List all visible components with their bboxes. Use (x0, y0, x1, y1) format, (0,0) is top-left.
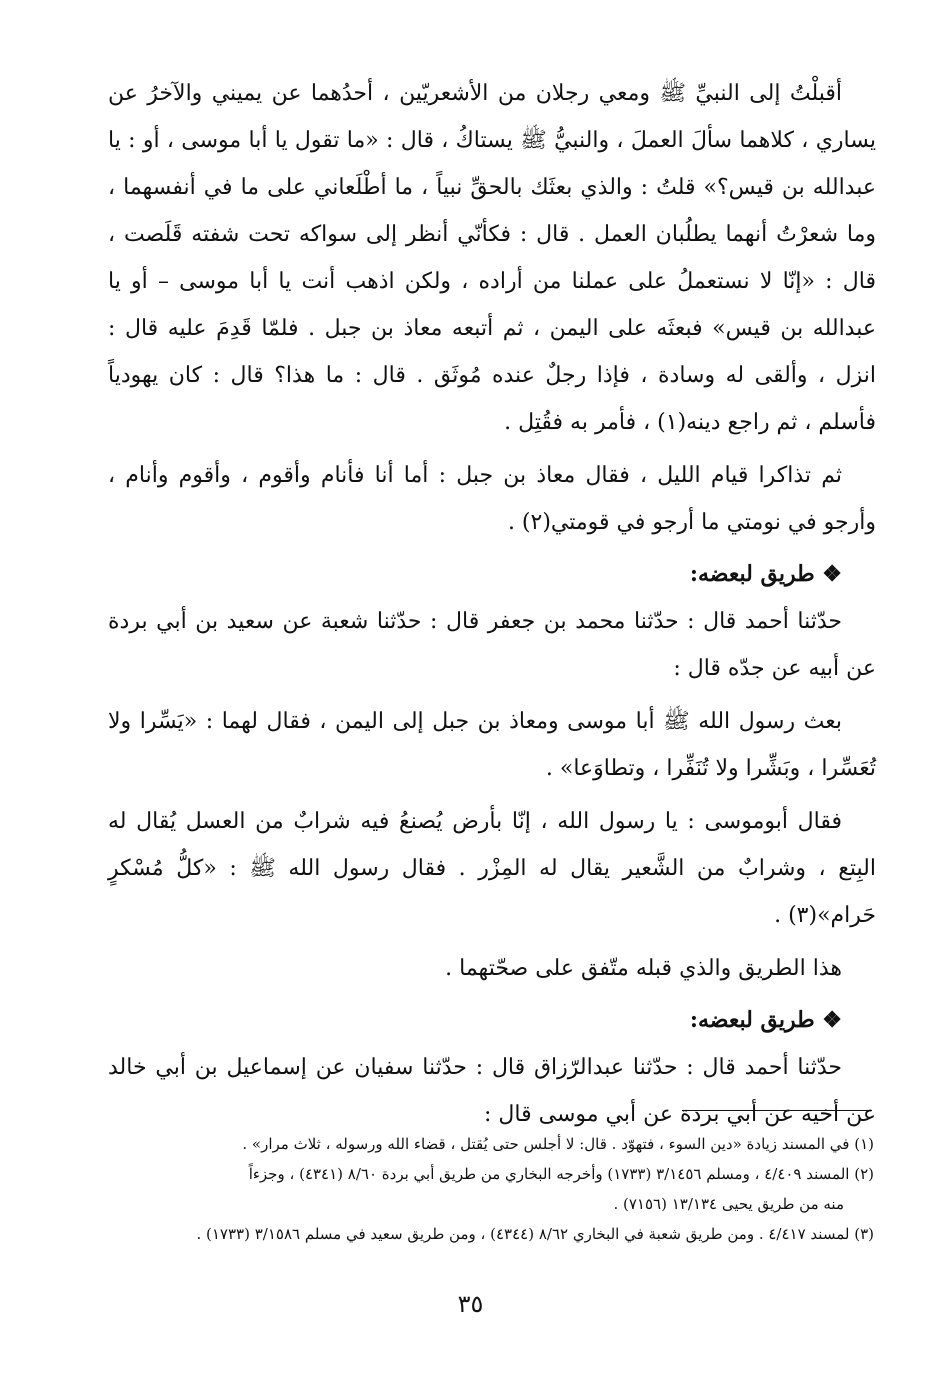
paragraph-isnad: حدّثنا أحمد قال : حدّثنا محمد بن جعفر قال : حدّثنا شعبة عن سعيد بن أبي بردة عن أبيه عن جدّه قال : (108, 609, 876, 681)
paragraph-narration: أقبلْتُ إلى النبيِّ ﷺ ومعي رجلان من الأشعريّين ، أحدُهما عن يميني والآخرُ عن يساري ، كلاهما سألَ العملَ ، والنبيُّ ﷺ يستاكُ ، قال : «ما تقول يا أبا موسى ، أو : يا عبدالله بن قيس؟» قلتُ : والذي بعثَك بالحقِّ نبياً ، ما أطْلَعاني على ما في أنفسهما ، وما شعرْتُ أنهما يطلُبان العمل . قال : فكأنّي أنظر إلى سواكه تحت شفته قَلَصت ، قال : «إنّا لا نستعملُ على عملنا من أراده ، ولكن اذهب أنت يا أبا موسى – أو يا عبدالله بن قيس» فبعثَه على اليمن ، ثم أتبعه معاذ بن جبل . فلمّا قَدِمَ عليه قال : انزل ، وألقى له وسادة ، فإذا رجلٌ عنده مُوثَق . قال : ما هذا؟ قال : كان يهودياً فأسلم ، ثم راجع دينه(١) ، فأمر به فقُتِل . (108, 81, 876, 435)
paragraph-isnad: حدّثنا أحمد قال : حدّثنا عبدالرّزاق قال : حدّثنا سفيان عن إسماعيل بن أبي خالد عن أخيه عن أبي بردة عن أبي موسى قال : (108, 1055, 876, 1127)
footnote-continuation: منه من طريق يحيى ١٣/١٣٤ (٧١٥٦) . (613, 1195, 844, 1213)
footnote: (١) في المسند زيادة «دين السوء ، فتهوّد . قال: لا أجلس حتى يُقتل ، قضاء الله ورسوله ، ثلاث مرار» . (242, 1135, 874, 1153)
footnote: (٢) المسند ٤/٤٠٩ ، ومسلم ٣/١٤٥٦ (١٧٣٣) وأخرجه البخاري من طريق أبي بردة ٨/٦٠ (٤٣٤١) ، وجزءاً (248, 1165, 874, 1183)
paragraph-hadith-continued: فقال أبوموسى : يا رسول الله ، إنّا بأرض يُصنعُ فيه شرابٌ من العسل يُقال له البِتع ، وشرابٌ من الشَّعير يقال له المِزْر . فقال رسول الله ﷺ : «كلُّ مُسْكرٍ حَرام»(٣) . (108, 809, 876, 928)
paragraph-night-prayer: ثم تذاكرا قيام الليل ، فقال معاذ بن جبل : أما أنا فأنام وأقوم ، وأقوم وأنام ، وأرجو في نومتي ما أرجو في قومتي(٢) . (108, 463, 876, 535)
footnote-divider (682, 1110, 872, 1111)
footnote: (٣) لمسند ٤/٤١٧ . ومن طريق شعبة في البخاري ٨/٦٢ (٤٣٤٤) ، ومن طريق سعيد في مسلم ٣/١٥٨٦ (١٧٣٣) . (196, 1225, 874, 1243)
main-text (108, 70, 876, 1144)
footnotes (108, 1128, 874, 1250)
section-heading: ❖ طريق لبعضه: (689, 1007, 842, 1033)
page-number: ٣٥ (457, 1290, 484, 1318)
paragraph-hadith: بعث رسول الله ﷺ أبا موسى ومعاذ بن جبل إلى اليمن ، فقال لهما : «يَسِّرا ولا تُعَسِّرا ، وبَشِّرا ولا تُنَفِّرا ، وتطاوَعا» . (108, 709, 876, 781)
section-heading: ❖ طريق لبعضه: (689, 561, 842, 587)
paragraph-grading: هذا الطريق والذي قبله متّفق على صحّتهما . (445, 956, 842, 981)
